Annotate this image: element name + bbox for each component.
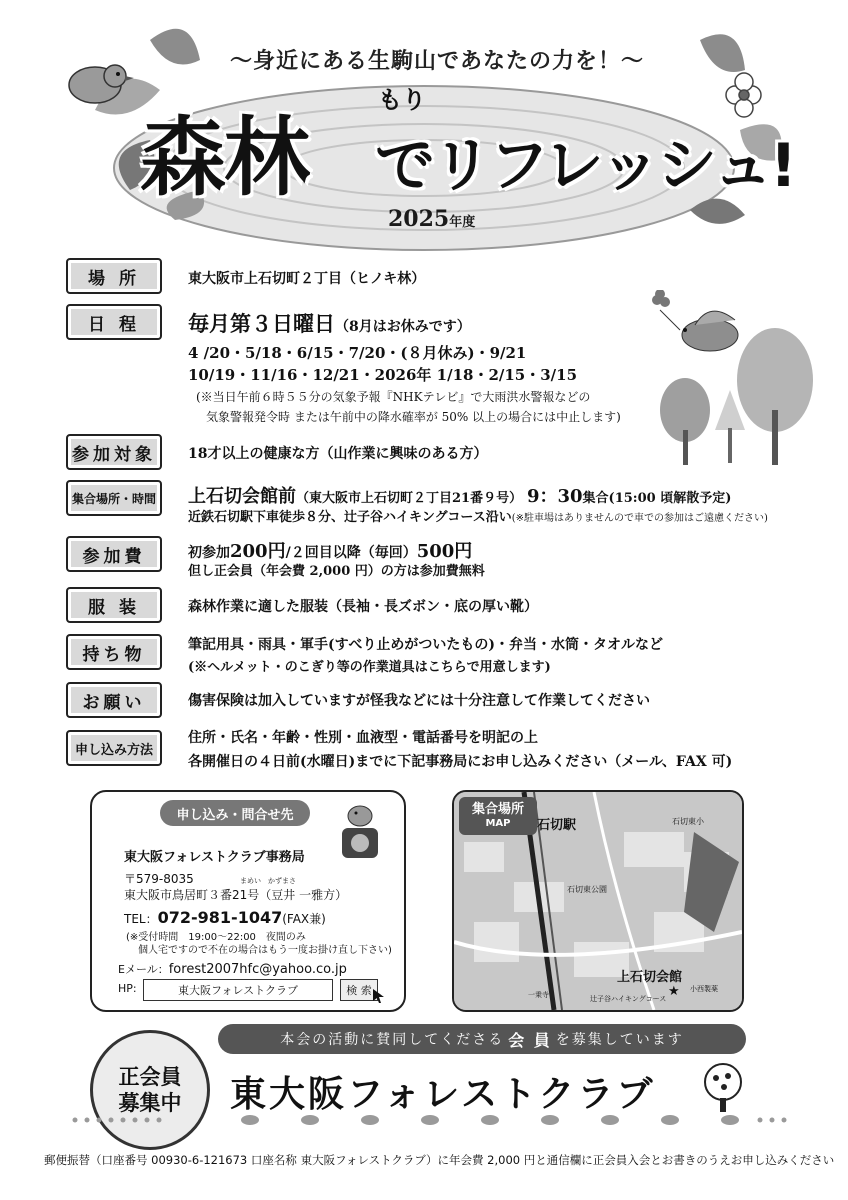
label-target: 参加対象 bbox=[66, 434, 162, 470]
target-text: 18才以上の健康な方（山作業に興味のある方） bbox=[188, 446, 488, 462]
fee-line-1: 初参加200円/２回目以降（毎回）500円 bbox=[188, 541, 473, 562]
title-rest: でリフレッシュ! bbox=[375, 131, 795, 201]
label-fee: 参加費 bbox=[66, 536, 162, 572]
year: 2025年度 bbox=[388, 206, 476, 232]
leaf-dot-divider bbox=[70, 1115, 790, 1125]
hp-search-field[interactable]: 東大阪フォレストクラブ bbox=[143, 979, 333, 1001]
map-course-label: 辻子谷ハイキングコース bbox=[590, 995, 667, 1003]
cursor-icon bbox=[372, 988, 386, 1004]
label-bring: 持ち物 bbox=[66, 634, 162, 670]
label-meeting: 集合場所・時間 bbox=[66, 480, 162, 516]
contact-postal: 〒579-8035 bbox=[124, 872, 194, 886]
place-text: 東大阪市上石切町２丁目（ヒノキ林） bbox=[188, 271, 426, 287]
contact-hp-label: HP: bbox=[118, 982, 137, 995]
label-schedule: 日 程 bbox=[66, 304, 162, 340]
map-park-label: 石切東公園 bbox=[567, 885, 607, 894]
contact-title: 申し込み・問合せ先 bbox=[160, 800, 310, 826]
title-main: 森林 bbox=[140, 108, 308, 208]
contact-tel-line: TEL：072-981-1047(FAX兼) bbox=[124, 908, 326, 927]
map-small-label: 小西製薬 bbox=[690, 985, 718, 993]
request-text: 傷害保険は加入していますが怪我などには十分注意して作業してください bbox=[188, 693, 650, 709]
clothes-text: 森林作業に適した服装（長袖・長ズボン・底の厚い靴） bbox=[188, 599, 538, 615]
label-request: お願い bbox=[66, 682, 162, 718]
subtitle: ～身近にある生駒山であなたの力を！～ bbox=[230, 48, 645, 74]
search-button[interactable]: 検 索 bbox=[340, 979, 378, 1001]
apply-line-2: 各開催日の４日前(水曜日)までに下記事務局にお申し込みください（メール、FAX 可) bbox=[188, 754, 733, 770]
meeting-line-2: 近鉄石切駅下車徒歩８分、辻子谷ハイキングコース沿い(※駐車場はありませんので車での参加はご遠慮ください) bbox=[188, 510, 768, 525]
tree-logo-icon bbox=[700, 1062, 746, 1114]
recruit-banner: 本会の活動に賛同してくださる 会 員 を募集しています bbox=[218, 1024, 746, 1054]
schedule-note-2: 気象警報発令時 または午前中の降水確率が 50% 以上の場合には中止します) bbox=[206, 410, 621, 424]
star-icon: ★ bbox=[668, 984, 680, 999]
fee-line-2: 但し正会員（年会費 2,000 円）の方は参加費無料 bbox=[188, 564, 485, 579]
map-title: 集合場所 MAP bbox=[459, 797, 537, 835]
flower-icon bbox=[726, 73, 761, 117]
label-clothes: 服 装 bbox=[66, 587, 162, 623]
contact-email-line: Eメール：forest2007hfc@yahoo.co.jp bbox=[118, 962, 347, 977]
map-station-label: 石切駅 bbox=[537, 818, 577, 833]
footer-note: 郵便振替（口座番号 00930-6-121673 口座名称 東大阪フォレストクラブ）に年会費 2,000 円と通信欄に正会員入会とお書きのうえお申し込みください bbox=[44, 1153, 835, 1167]
contact-ruby: まめい かずまさ bbox=[240, 877, 296, 885]
meeting-line-1: 上石切会館前（東大阪市上石切町２丁目21番９号） 9：30集合(15:00 頃解散予定) bbox=[188, 486, 732, 507]
label-place: 場 所 bbox=[66, 258, 162, 294]
bird-with-clover-icon bbox=[652, 290, 738, 351]
contact-hours-1: (※受付時間 19:00～22:00 夜間のみ bbox=[126, 932, 306, 943]
schedule-main: 毎月第３日曜日（8月はお休みです） bbox=[188, 311, 471, 336]
tree-icon bbox=[660, 328, 813, 465]
label-apply: 申し込み方法 bbox=[66, 730, 162, 766]
schedule-dates-1: 4 /20・5/18・6/15・7/20・(８月休み)・9/21 bbox=[188, 344, 527, 362]
schedule-note-1: (※当日午前６時５５分の気象予報『NHKテレビ』で大雨洪水警報などの bbox=[196, 390, 591, 404]
apply-line-1: 住所・氏名・年齢・性別・血液型・電話番号を明記の上 bbox=[188, 730, 538, 746]
map-hall-label: 上石切会館 bbox=[617, 970, 683, 985]
contact-address: 東大阪市鳥居町３番21号（豆井 一雅方） bbox=[124, 888, 348, 902]
trees-illustration bbox=[640, 290, 820, 470]
club-name: 東大阪フォレストクラブ bbox=[230, 1074, 656, 1115]
recruit-badge: 正会員 募集中 bbox=[90, 1030, 210, 1150]
schedule-dates-2: 10/19・11/16・12/21・2026年 1/18・2/15・3/15 bbox=[188, 366, 578, 384]
bring-line-2: (※ヘルメット・のこぎり等の作業道具はこちらで用意します) bbox=[188, 660, 551, 675]
telephone-bird-icon bbox=[336, 800, 384, 862]
contact-org: 東大阪フォレストクラブ事務局 bbox=[124, 850, 305, 865]
bring-line-1: 筆記用具・雨具・軍手(すべり止めがついたもの)・弁当・水筒・タオルなど bbox=[188, 637, 663, 653]
map-school-label: 石切東小 bbox=[672, 817, 704, 826]
title-ruby: もり bbox=[378, 86, 426, 114]
contact-hours-2: 個人宅ですので不在の場合はもう一度お掛け直し下さい) bbox=[138, 945, 392, 956]
map-temple-label: 一乗寺 bbox=[528, 991, 549, 999]
